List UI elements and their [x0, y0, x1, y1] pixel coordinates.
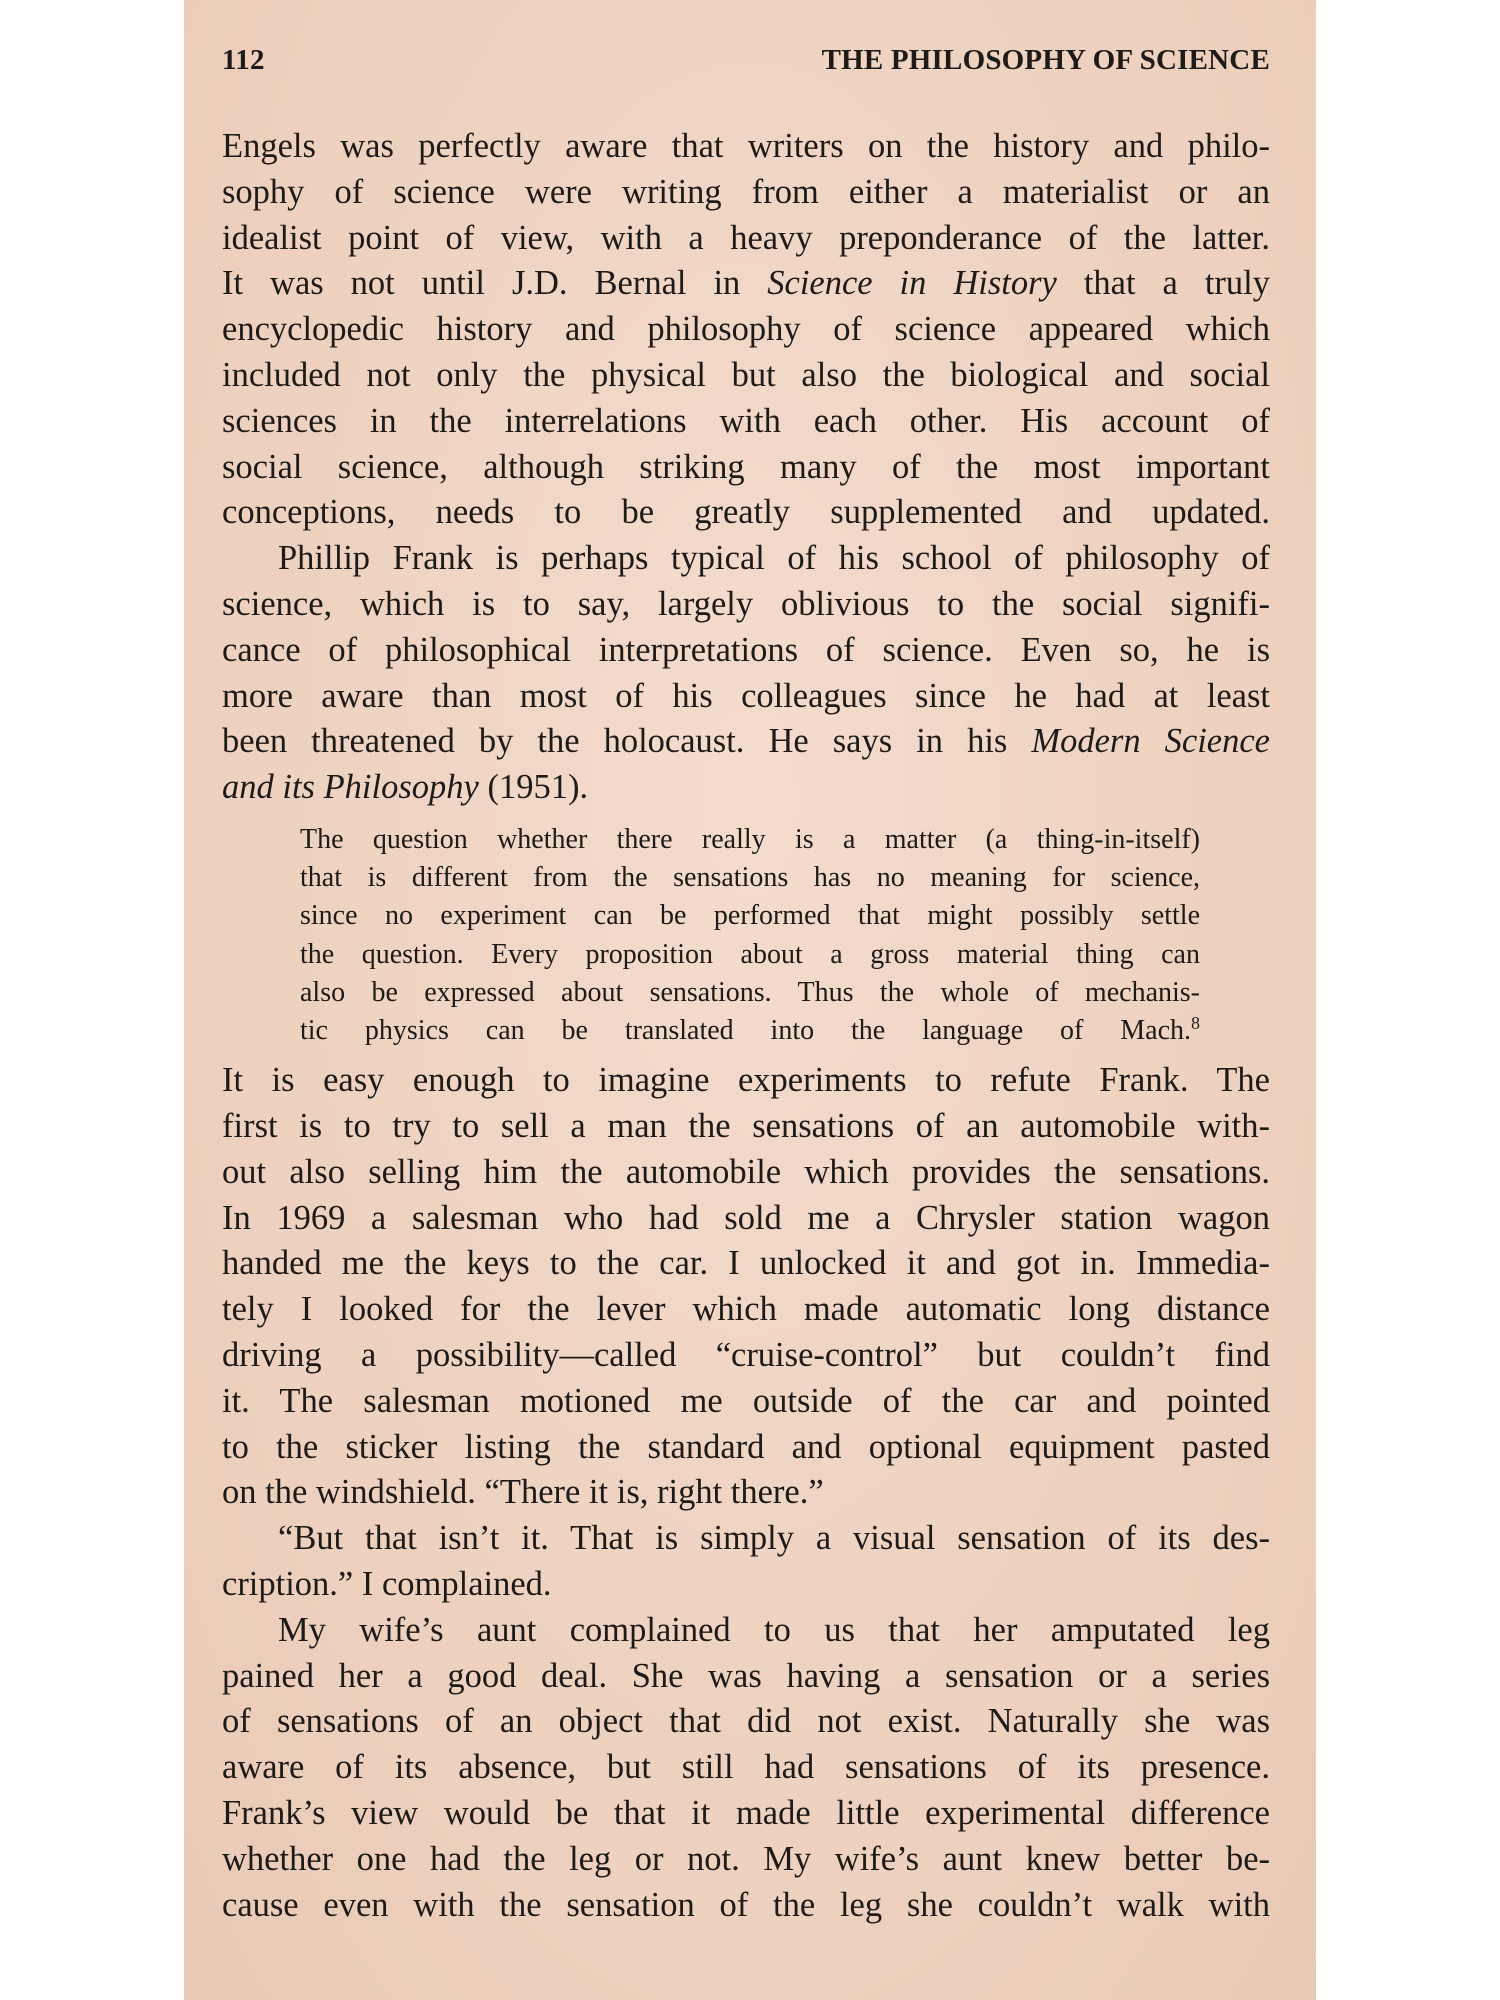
quote-line: since no experiment can be performed that might possibly settle — [300, 900, 1200, 932]
text-line: cance of philosophical interpretations of science. Even so, he is — [222, 630, 1270, 669]
body-text — [222, 124, 1270, 1928]
text-line: cause even with the sensation of the leg she couldn’t walk with — [222, 1885, 1270, 1924]
text-line: sciences in the interrelations with each other. His account of — [222, 401, 1270, 440]
block-quote — [300, 821, 1200, 1050]
running-head — [222, 44, 1270, 80]
text-line: My wife’s aunt complained to us that her amputated leg — [278, 1610, 1270, 1649]
text-line: cription.” I complained. — [222, 1564, 552, 1603]
text-line: sophy of science were writing from either a materialist or an — [222, 172, 1270, 211]
text-line: conceptions, needs to be greatly supplemented and updated. — [222, 493, 1270, 532]
text-line: to the sticker listing the standard and optional equipment pasted — [222, 1427, 1270, 1466]
paragraph-3 — [222, 1058, 1270, 1516]
text-line: Frank’s view would be that it made little experimental difference — [222, 1793, 1270, 1832]
text-line: whether one had the leg or not. My wife’s aunt knew better be- — [222, 1839, 1270, 1878]
text-line: driving a possibility—called “cruise-control” but couldn’t find — [222, 1335, 1270, 1374]
text-line: Phillip Frank is perhaps typical of his school of philosophy of — [278, 539, 1270, 578]
text-line: more aware than most of his colleagues since he had at least — [222, 676, 1270, 715]
quote-line: the question. Every proposition about a gross material thing can — [300, 938, 1200, 970]
footnote-marker: 8 — [1191, 1012, 1200, 1033]
book-title-and-its-philosophy: and its Philosophy — [222, 768, 479, 807]
text-line: science, which is to say, largely oblivious to the social signifi- — [222, 584, 1270, 623]
text-line: tely I looked for the lever which made automatic long distance — [222, 1290, 1270, 1329]
text-line: included not only the physical but also the biological and social — [222, 355, 1270, 394]
text-fragment: It was not until J.D. Bernal in — [222, 264, 768, 303]
quote-line: also be expressed about sensations. Thus the whole of mechanis- — [300, 976, 1200, 1008]
text-line: “But that isn’t it. That is simply a visual sensation of its des- — [278, 1519, 1270, 1558]
text-line: out also selling him the automobile which provides the sensations. — [222, 1152, 1270, 1191]
text-line: It is easy enough to imagine experiments to refute Frank. The — [222, 1061, 1270, 1100]
book-title: THE PHILOSOPHY OF SCIENCE — [821, 44, 1270, 76]
text-line: it. The salesman motioned me outside of the car and pointed — [222, 1381, 1270, 1420]
quote-line — [300, 1012, 1200, 1050]
text-line-with-title — [222, 765, 1270, 811]
quote-line: that is different from the sensations has no meaning for science, — [300, 862, 1200, 894]
page-number: 112 — [222, 44, 265, 76]
paragraph-4 — [222, 1516, 1270, 1608]
text-line: social science, although striking many of the most important — [222, 447, 1270, 486]
text-line: pained her a good deal. She was having a sensation or a series — [222, 1656, 1270, 1695]
text-line-with-title — [222, 719, 1270, 765]
book-title-science-in-history: Science in History — [767, 264, 1057, 303]
text-line: aware of its absence, but still had sensations of its presence. — [222, 1748, 1270, 1787]
text-line: encyclopedic history and philosophy of science appeared which — [222, 310, 1270, 349]
paragraph-2 — [222, 536, 1270, 811]
text-fragment: (1951). — [478, 768, 589, 807]
book-page — [184, 0, 1316, 2000]
paragraph-5 — [222, 1608, 1270, 1929]
text-line: In 1969 a salesman who had sold me a Chrysler station wagon — [222, 1198, 1270, 1237]
text-fragment: been threatened by the holocaust. He says in his — [222, 722, 1032, 761]
text-line: handed me the keys to the car. I unlocked it and got in. Immedia- — [222, 1244, 1270, 1283]
book-title-modern-science: Modern Science — [1031, 722, 1270, 761]
text-line: idealist point of view, with a heavy preponderance of the latter. — [222, 218, 1270, 257]
text-line: on the windshield. “There it is, right there.” — [222, 1473, 824, 1512]
text-line-with-title — [222, 261, 1270, 307]
text-line: first is to try to sell a man the sensations of an automobile with- — [222, 1106, 1270, 1145]
text-line: Engels was perfectly aware that writers on the history and philo- — [222, 127, 1270, 165]
text-line: of sensations of an object that did not exist. Naturally she was — [222, 1702, 1270, 1741]
text-fragment: tic physics can be translated into the language of Mach. — [300, 1014, 1191, 1046]
text-fragment: that a truly — [1056, 264, 1270, 303]
paragraph-1 — [222, 124, 1270, 536]
quote-line: The question whether there really is a matter (a thing-in-itself) — [300, 823, 1200, 855]
